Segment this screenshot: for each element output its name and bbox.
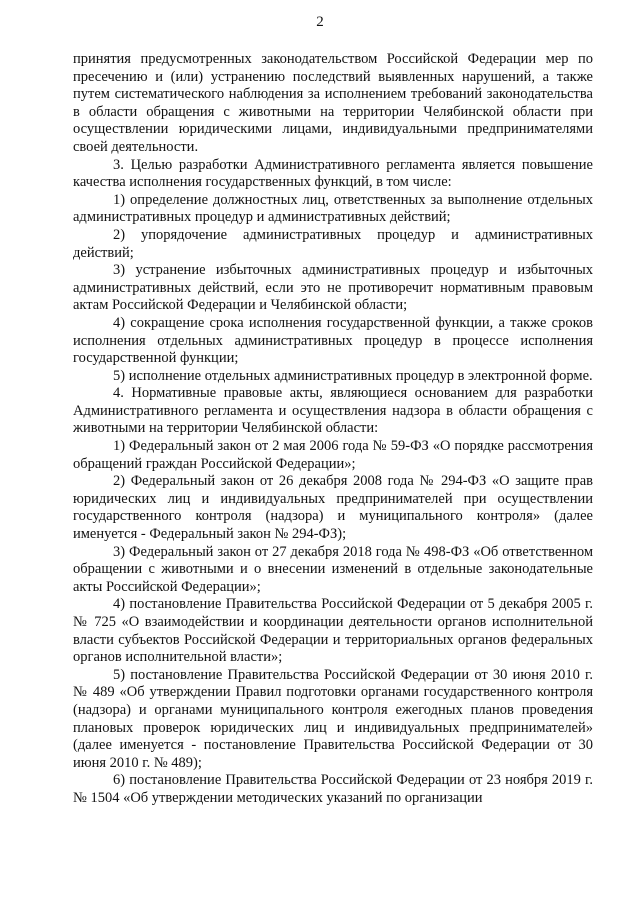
paragraph: 2) Федеральный закон от 26 декабря 2008 года № 294-ФЗ «О защите прав юридических лиц и индивидуальных предпринимателей при осуществлении государственного контроля (надзора) и муниципального контроля» (далее именуется - Федеральный закон № 294-ФЗ); (73, 473, 593, 543)
paragraph: принятия предусмотренных законодательством Российской Федерации мер по пресечению и (или) устранению последствий выявленных нарушений, а также путем систематического наблюдения за исполнением требований законодательства в области обращения с животными на территории Челябинской области при осуществлении юридическими лицами, индивидуальными предпринимателями своей деятельности. (73, 51, 593, 155)
document-body (73, 51, 593, 808)
paragraph: 4. Нормативные правовые акты, являющиеся основанием для разработки Административного регламента и осуществления надзора в области обращения с животными на территории Челябинской области: (73, 385, 593, 437)
paragraph: 3) Федеральный закон от 27 декабря 2018 года № 498-ФЗ «Об ответственном обращении с животными и о внесении изменений в отдельные законодательные акты Российской Федерации»; (73, 543, 593, 595)
paragraph: 3) устранение избыточных административных процедур и избыточных административных действий, если это не противоречит нормативным правовым актам Российской Федерации и Челябинской области; (73, 262, 593, 314)
paragraph: 5) исполнение отдельных административных процедур в электронной форме. (113, 367, 593, 384)
paragraph: 4) сокращение срока исполнения государственной функции, а также сроков исполнения отдельных административных процедур в процессе исполнения государственной функции; (73, 314, 593, 367)
paragraph: 1) определение должностных лиц, ответственных за выполнение отдельных административных процедур и административных действий; (73, 191, 593, 226)
page-number: 2 (316, 14, 324, 30)
paragraph: 6) постановление Правительства Российской Федерации от 23 ноября 2019 г. № 1504 «Об утверждении методических указаний по организации (73, 772, 593, 806)
paragraph: 5) постановление Правительства Российской Федерации от 30 июня 2010 г. № 489 «Об утверждении Правил подготовки органами государственного контроля (надзора) и органами муниципального контроля ежегодных планов проведения плановых проверок юридических лиц и индивидуальных предпринимателей» (далее именуется - постановление Правительства Российской Федерации от 30 июня 2010 г. № 489); (73, 666, 593, 771)
paragraph: 2) упорядочение административных процедур и административных действий; (73, 226, 593, 261)
paragraph: 3. Целью разработки Административного регламента является повышение качества исполнения государственных функций, в том числе: (73, 156, 593, 191)
paragraph: 1) Федеральный закон от 2 мая 2006 года № 59-ФЗ «О порядке рассмотрения обращений граждан Российской Федерации»; (73, 438, 593, 472)
paragraph: 4) постановление Правительства Российской Федерации от 5 декабря 2005 г. № 725 «О взаимодействии и координации деятельности органов исполнительной власти субъектов Российской Федерации и территориальных органов федеральных органов исполнительной власти»; (73, 596, 593, 666)
